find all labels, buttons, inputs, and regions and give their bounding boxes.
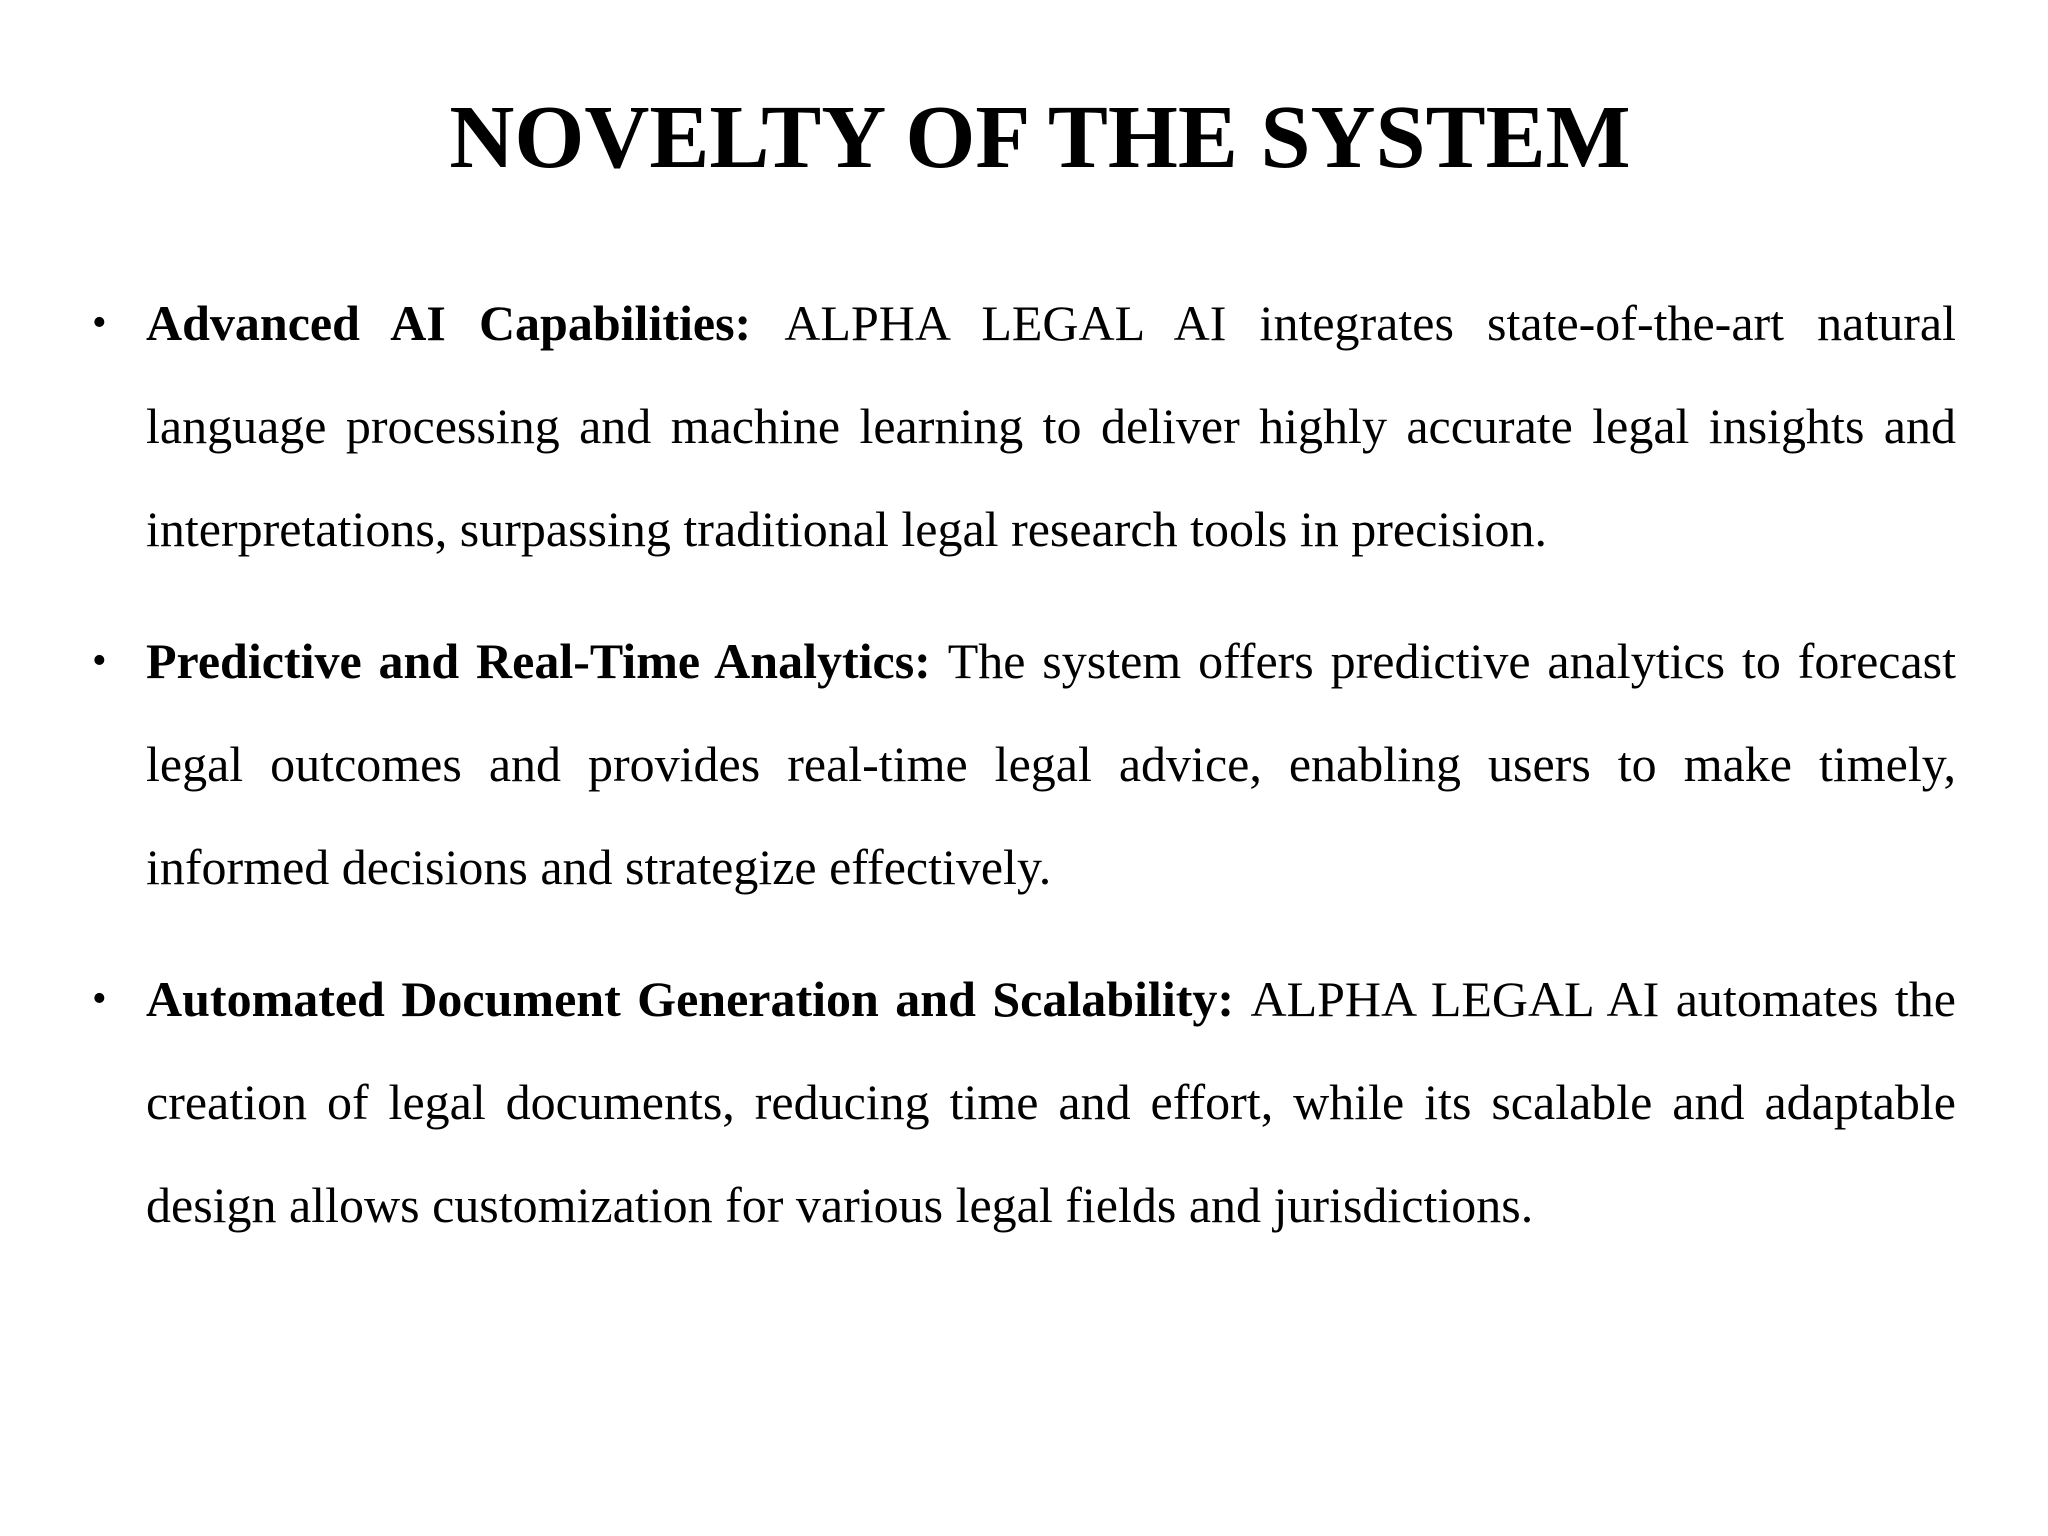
bullet-icon: • <box>92 638 107 684</box>
bullet-item-advanced-ai <box>92 272 1956 581</box>
slide-title: NOVELTY OF THE SYSTEM <box>449 88 1631 187</box>
bullet-item-predictive-analytics <box>92 610 1956 919</box>
bullet-list <box>92 272 1956 1286</box>
bullet-icon: • <box>92 976 107 1022</box>
bullet-text: The system offers predictive analytics to forecast legal outcomes and provides real-time legal advice, enabling users to make timely, informed decisions and strategize effectively. <box>146 633 1956 895</box>
bullet-text: ALPHA LEGAL AI automates the creation of legal documents, reducing time and effort, while its scalable and adaptable design allows customization for various legal fields and jurisdictions. <box>146 971 1956 1233</box>
bullet-lead: Predictive and Real-Time Analytics: <box>146 633 948 689</box>
bullet-lead: Advanced AI Capabilities: <box>146 295 785 351</box>
bullet-text: ALPHA LEGAL AI integrates state-of-the-art natural language processing and machine learning to deliver highly accurate legal insights and interpretations, surpassing traditional legal research tools in precision. <box>146 295 1956 557</box>
bullet-icon: • <box>92 300 107 346</box>
bullet-lead: Automated Document Generation and Scalability: <box>146 971 1251 1027</box>
bullet-item-document-generation <box>92 948 1956 1257</box>
